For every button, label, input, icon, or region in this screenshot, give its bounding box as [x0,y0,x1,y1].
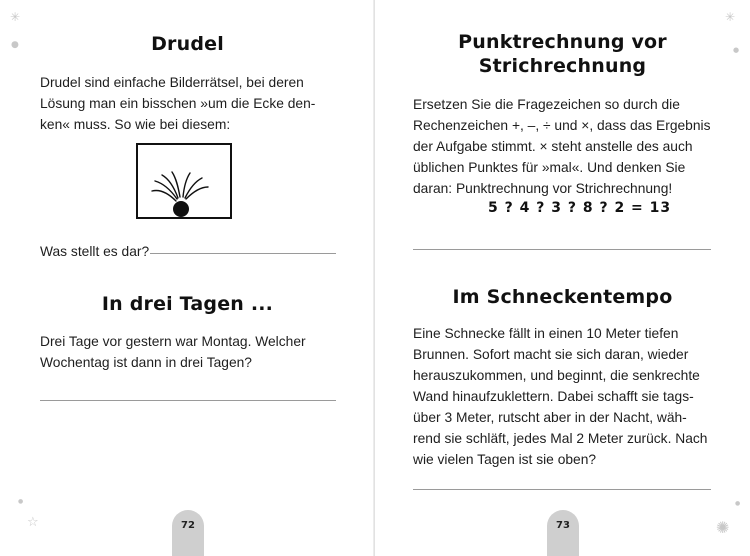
dot-icon: ● [735,500,741,507]
drei-tagen-text-line-2: Wochentag ist dann in drei Tagen? [40,355,252,370]
page-number-tab [547,510,579,556]
schneckentempo-text-line-7: wie vielen Tagen ist sie oben? [413,452,597,467]
page-number: 73 [556,520,570,531]
punktrechnung-title-line-2: Strichrechnung [478,55,647,77]
drudel-text-line-2: Lösung man ein bisschen »um die Ecke den- [40,96,316,111]
punktrechnung-text-line-5: daran: Punktrechnung vor Strichrechnung! [413,181,673,196]
punktrechnung-text-line-2: Rechenzeichen +, –, ÷ und ×, dass das Ergebnis [413,118,711,133]
right-page [375,0,750,556]
drudel-drawing [138,145,230,217]
sparkle-icon: ✳ [725,10,736,24]
punktrechnung-text-line-1: Ersetzen Sie die Fragezeichen so durch die [413,97,680,112]
dot-icon: ● [18,498,24,505]
math-equation: 5 ? 4 ? 3 ? 8 ? 2 = 13 [488,200,672,216]
page-number: 72 [181,520,195,531]
punktrechnung-text-line-4: üblichen Punktes für »mal«. Und denken Sie [413,160,686,175]
dot-icon: ● [11,40,19,50]
schneckentempo-text-line-1: Eine Schnecke fällt in einen 10 Meter tiefen [413,326,679,341]
schneckentempo-text-line-2: Brunnen. Sofort macht sie sich daran, wieder [413,347,689,362]
schneckentempo-title: Im Schneckentempo [452,286,673,308]
drudel-text-line-1: Drudel sind einfache Bilderrätsel, bei deren [40,75,304,90]
drudel-question: Was stellt es dar? [40,244,150,259]
drei-tagen-answer-line[interactable] [40,400,336,401]
punktrechnung-title-line-1: Punktrechnung vor [458,31,667,53]
schneckentempo-text-line-4: Wand hinaufzuklettern. Dabei schafft sie tags- [413,389,694,404]
schneckentempo-text-line-5: über 3 Meter, rutscht aber in der Nacht, wäh- [413,410,687,425]
dot-icon: ● [733,46,740,54]
punktrechnung-answer-line[interactable] [413,249,711,250]
drudel-puzzle-box [136,143,232,219]
drudel-title: Drudel [151,33,224,55]
schneckentempo-answer-line[interactable] [413,489,711,490]
sparkle-icon: ✺ [716,518,730,537]
sparkle-icon: ✳ [10,10,21,24]
schneckentempo-text-line-6: rend sie schläft, jedes Mal 2 Meter zurück. Nach [413,431,708,446]
schneckentempo-text-line-3: herauszukommen, und beginnt, die senkrechte [413,368,700,383]
punktrechnung-text-line-3: der Aufgabe stimmt. × steht anstelle des auch [413,139,693,154]
drei-tagen-text-line-1: Drei Tage vor gestern war Montag. Welcher [40,334,306,349]
star-outline-icon: ☆ [27,515,39,530]
drudel-text-line-3: ken« muss. So wie bei diesem: [40,117,231,132]
drudel-answer-line[interactable] [150,253,336,254]
drei-tagen-title: In drei Tagen ... [101,293,274,315]
page-number-tab [172,510,204,556]
